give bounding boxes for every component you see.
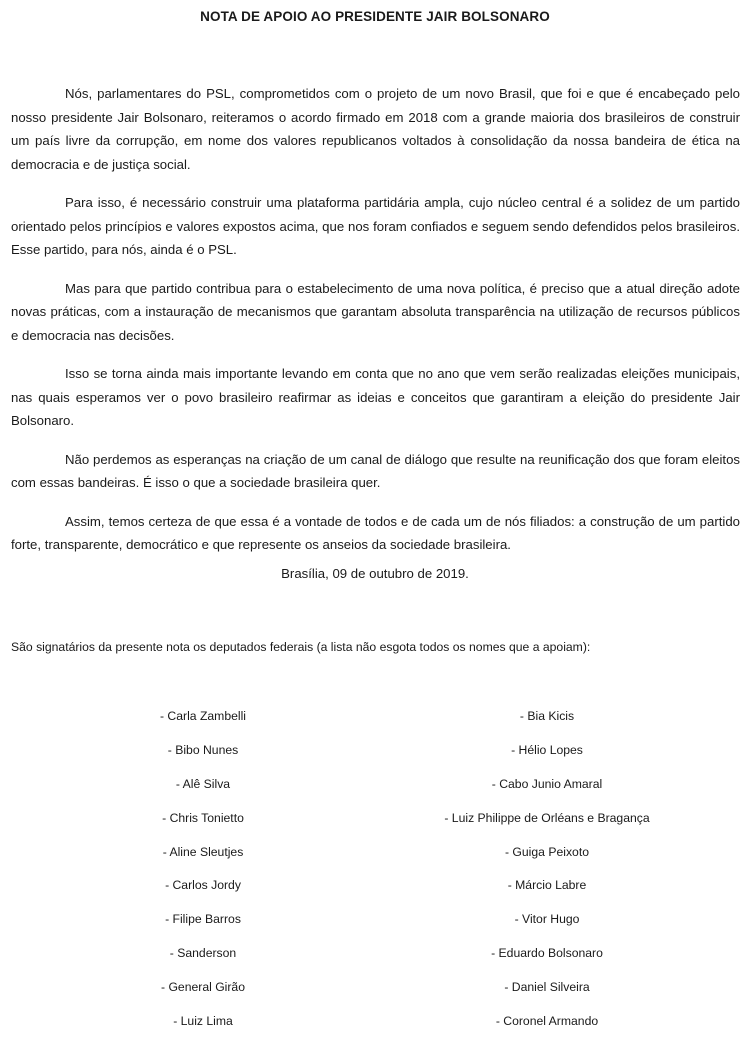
signatory-name: - Aline Sleutjes [162,844,244,859]
signatory-name: - Daniel Silveira [504,980,590,995]
signatory-name: - Alê Silva [175,776,231,791]
paragraph: Assim, temos certeza de que essa é a vontade de todos e de cada um de nós filiados: a construção de um partido forte, transparente, democrático e que represente os anseios da sociedade brasileira. [11,513,740,552]
dateline: Brasília, 09 de outubro de 2019. [281,566,469,581]
signatory-name: - Márcio Labre [507,878,587,893]
document-body [11,82,740,572]
signatory-name: - Vitor Hugo [514,912,580,927]
signatory-name: - Luiz Lima [173,1014,233,1029]
signatory-name: - Carlos Jordy [165,878,241,893]
signatory-name: - Cabo Junio Amaral [491,776,603,791]
paragraph: Nós, parlamentares do PSL, comprometidos com o projeto de um novo Brasil, que foi e que é encabeçado pelo nosso presidente Jair Bolsonaro, reiteramos o acordo firmado em 2018 com a grande maioria dos brasileiros de construir um país livre da corrupção, em nome dos valores republicanos voltados à consolidação da nossa bandeira de ética na democracia e de justiça social. [11,86,740,172]
signatory-name: - Hélio Lopes [511,742,583,757]
document-title: NOTA DE APOIO AO PRESIDENTE JAIR BOLSONARO [200,9,550,24]
signatory-name: - Chris Tonietto [162,810,244,825]
paragraph: Isso se torna ainda mais importante levando em conta que no ano que vem serão realizadas eleições municipais, nas quais esperamos ver o povo brasileiro reafirmar as ideias e conceitos que garantiram a eleição do presidente Jair Bolsonaro. [11,366,740,428]
signatories-intro: São signatários da presente nota os deputados federais (a lista não esgota todos os nomes que a apoiam): [11,640,591,654]
paragraph: Para isso, é necessário construir uma plataforma partidária ampla, cujo núcleo central é a solidez de um partido orientado pelos princípios e valores expostos acima, que nos foram confiados e seguem sendo defendidos pelos brasileiros. Esse partido, para nós, ainda é o PSL. [11,195,740,257]
paragraph: Não perdemos as esperanças na criação de um canal de diálogo que resulte na reunificação dos que foram eleitos com essas bandeiras. É isso o que a sociedade brasileira quer. [11,451,740,490]
signatory-name: - Bibo Nunes [167,742,239,757]
paragraph: Mas para que partido contribua para o estabelecimento de uma nova política, é preciso que a atual direção adote novas práticas, com a instauração de mecanismos que garantam absoluta transparência na utilização de recursos públicos e democracia nas decisões. [11,280,740,343]
signatory-name: - Sanderson [169,946,237,961]
signatories-right-column [397,706,697,1045]
signatories-left-column [53,706,353,1045]
signatory-name: - Luiz Philippe de Orléans e Bragança [444,810,650,825]
signatory-name: - Coronel Armando [495,1014,599,1029]
signatory-name: - Eduardo Bolsonaro [491,946,603,961]
signatory-name: - Filipe Barros [165,912,241,927]
signatory-name: - Bia Kicis [519,709,575,723]
signatory-name: - Guiga Peixoto [504,844,589,859]
signatory-name: - Carla Zambelli [159,709,246,723]
signatory-name: - General Girão [161,980,245,995]
